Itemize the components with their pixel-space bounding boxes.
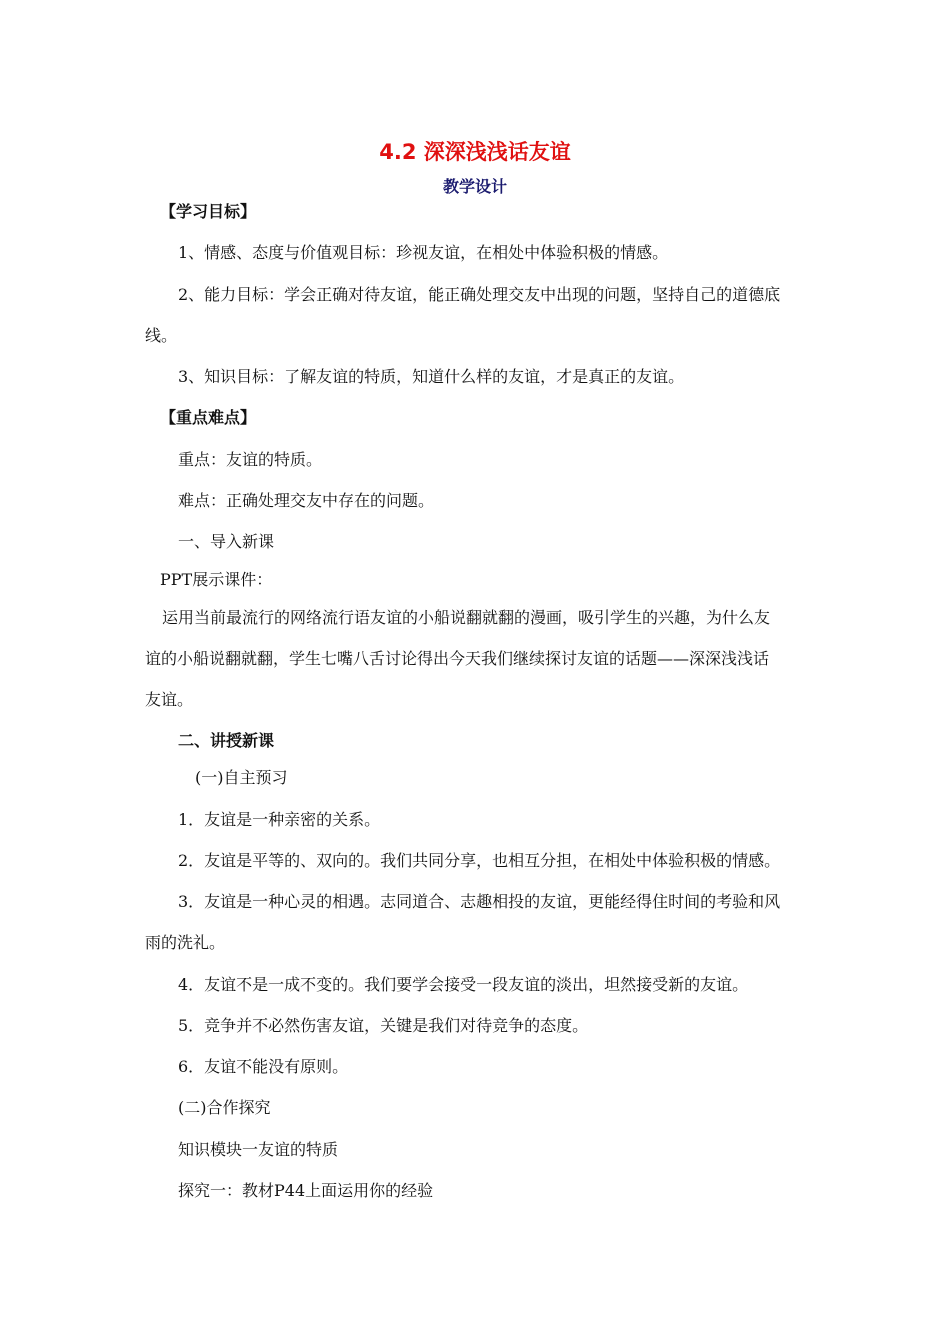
intro-paragraph-line: 谊的小船说翻就翻，学生七嘴八舌讨论得出今天我们继续探讨友谊的话题——深深浅浅话: [145, 649, 770, 668]
section1-heading: 一、导入新课: [178, 532, 275, 551]
objectives-heading: 【学习目标】: [160, 202, 257, 221]
objective-item: 3、知识目标：了解友谊的特质，知道什么样的友谊，才是真正的友谊。: [178, 367, 685, 386]
intro-paragraph-line: 友谊。: [145, 690, 194, 709]
preview-item: 2．友谊是平等的、双向的。我们共同分享，也相互分担，在相处中体验积极的情感。: [178, 851, 781, 870]
preview-item: 1．友谊是一种亲密的关系。: [178, 810, 381, 829]
module-heading: 知识模块一友谊的特质: [178, 1140, 339, 1159]
ppt-line: PPT展示课件：: [160, 570, 273, 589]
intro-paragraph-line: 运用当前最流行的网络流行语友谊的小船说翻就翻的漫画，吸引学生的兴趣，为什么友: [162, 608, 771, 627]
preview-item-cont: 雨的洗礼。: [145, 933, 226, 952]
preview-item: 4．友谊不是一成不变的。我们要学会接受一段友谊的淡出，坦然接受新的友谊。: [178, 975, 749, 994]
subsection-heading: (二)合作探究: [178, 1098, 271, 1117]
objective-item: 1、情感、态度与价值观目标：珍视友谊，在相处中体验积极的情感。: [178, 243, 669, 262]
preview-item: 6．友谊不能没有原则。: [178, 1057, 349, 1076]
subsection-heading: (一)自主预习: [195, 768, 288, 787]
preview-item: 3．友谊是一种心灵的相遇。志同道合、志趣相投的友谊，更能经得住时间的考验和风: [178, 892, 781, 911]
key-points-heading: 【重点难点】: [160, 408, 257, 427]
document-title: 4.2 深深浅浅话友谊: [379, 140, 571, 164]
objective-item-cont: 线。: [145, 326, 178, 345]
explore-line: 探究一：教材P44上面运用你的经验: [178, 1181, 434, 1200]
section2-heading: 二、讲授新课: [178, 731, 275, 750]
key-point: 重点：友谊的特质。: [178, 450, 323, 469]
objective-item: 2、能力目标：学会正确对待友谊，能正确处理交友中出现的问题，坚持自己的道德底: [178, 285, 781, 304]
preview-item: 5．竞争并不必然伤害友谊，关键是我们对待竞争的态度。: [178, 1016, 589, 1035]
document-subtitle: 教学设计: [442, 177, 507, 196]
difficulty-point: 难点：正确处理交友中存在的问题。: [178, 491, 435, 510]
